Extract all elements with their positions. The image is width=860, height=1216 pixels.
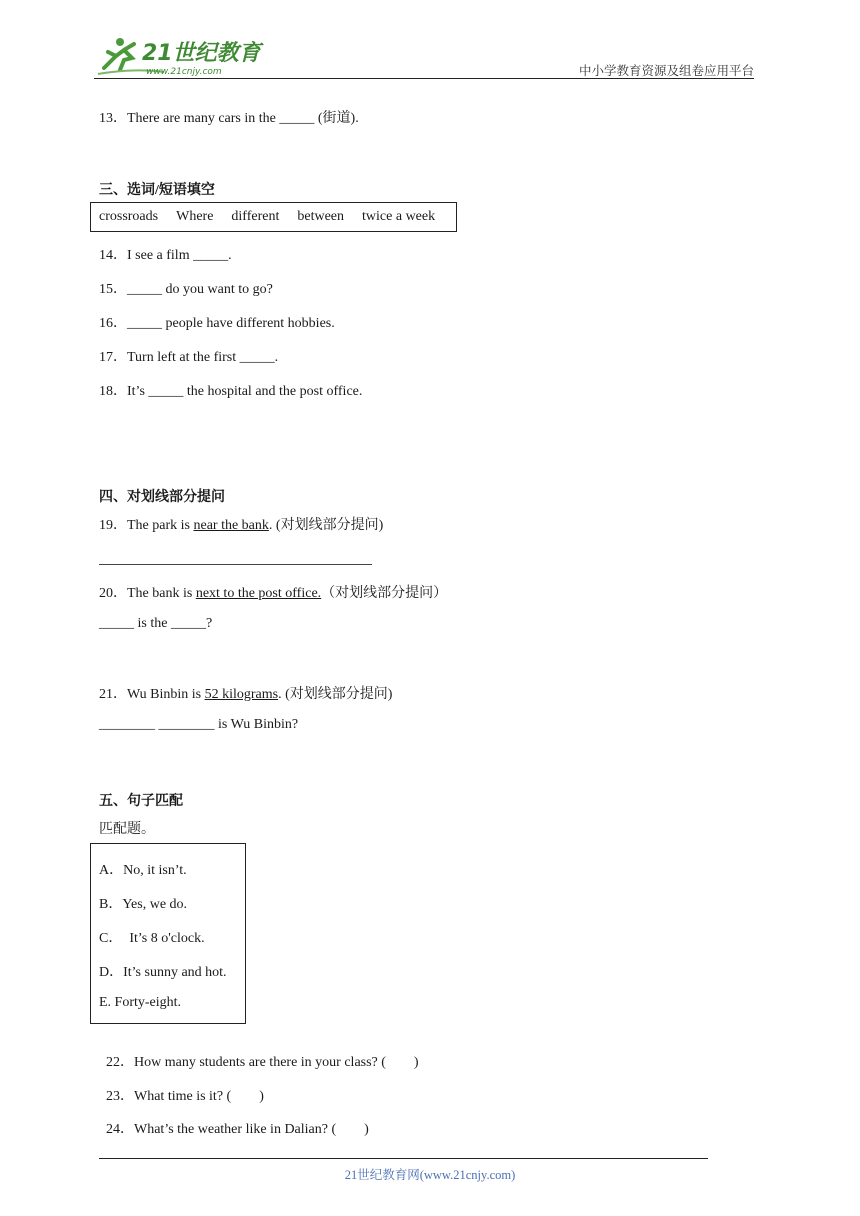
question-number: 15．	[99, 282, 127, 297]
question-20	[99, 582, 447, 602]
match-option-c: C． It’s 8 o'clock.	[99, 931, 205, 946]
question-number: 16．	[99, 316, 127, 331]
question-18	[99, 380, 362, 400]
question-text: Wu Binbin is	[127, 687, 205, 702]
question-number: 18．	[99, 384, 127, 399]
question-23	[99, 1069, 264, 1105]
question-15	[99, 278, 273, 298]
question-text: How many students are there in your class? ( )	[134, 1055, 419, 1070]
question-22	[99, 1035, 419, 1071]
question-number: 14．	[99, 248, 127, 263]
match-option-e: E. Forty-eight.	[99, 995, 182, 1010]
question-16	[99, 312, 335, 332]
question-24	[99, 1102, 369, 1138]
question-text: _____ people have different hobbies.	[127, 316, 335, 331]
section-5-title: 五、句子匹配	[99, 794, 183, 809]
footer-divider	[99, 1158, 708, 1159]
question-text: The park is	[127, 518, 194, 533]
answer-template-21: ________ ________ is Wu Binbin?	[99, 717, 299, 732]
match-option-b: B．Yes, we do.	[99, 897, 188, 912]
question-text: _____ do you want to go?	[127, 282, 273, 297]
header-divider	[94, 78, 754, 79]
footer-text[interactable]: 21世纪教育网(www.21cnjy.com)	[344, 1168, 516, 1182]
logo-url: www.21cnjy.com	[146, 67, 222, 77]
question-text: Turn left at the first _____.	[127, 350, 279, 365]
site-logo	[94, 34, 264, 78]
logo-text: 21世纪教育	[142, 41, 261, 66]
word-option: twice a week	[362, 209, 436, 224]
question-text: What’s the weather like in Dalian? ( )	[134, 1122, 369, 1137]
question-number: 20．	[99, 586, 127, 601]
underlined-phrase: near the bank	[193, 518, 269, 533]
question-text: There are many cars in the _____ (街道).	[127, 111, 359, 126]
word-option: different	[231, 209, 280, 224]
question-instruction: . (对划线部分提问)	[278, 687, 393, 702]
question-number: 13．	[99, 111, 127, 126]
question-number: 17．	[99, 350, 127, 365]
answer-template-20: _____ is the _____?	[99, 616, 213, 631]
question-13	[99, 107, 359, 127]
question-17	[99, 346, 278, 366]
question-instruction: . (对划线部分提问)	[268, 518, 384, 533]
section-4-title: 四、对划线部分提问	[99, 490, 225, 505]
question-text: What time is it? ( )	[134, 1089, 264, 1104]
word-option: between	[297, 209, 345, 224]
question-text: I see a film _____.	[127, 248, 232, 263]
match-option-d: D．It’s sunny and hot.	[99, 965, 227, 980]
section-5-instruction: 匹配题。	[99, 822, 155, 837]
question-text: The bank is	[127, 586, 196, 601]
question-number: 22．	[106, 1055, 134, 1070]
question-19	[99, 514, 383, 534]
header-platform-text: 中小学教育资源及组卷应用平台	[578, 64, 754, 78]
underlined-phrase: 52 kilograms	[204, 687, 279, 702]
answer-line	[99, 564, 372, 565]
question-number: 23．	[106, 1089, 134, 1104]
question-21	[99, 683, 392, 703]
underlined-phrase: next to the post office.	[195, 586, 322, 601]
question-text: It’s _____ the hospital and the post office.	[127, 384, 363, 399]
word-bank	[90, 202, 457, 232]
section-3-title: 三、选词/短语填空	[99, 183, 215, 198]
question-14	[99, 244, 232, 264]
question-number: 24．	[106, 1122, 134, 1137]
question-number: 19．	[99, 518, 127, 533]
word-option: Where	[176, 209, 214, 224]
word-option: crossroads	[99, 209, 159, 224]
question-number: 21．	[99, 687, 127, 702]
question-instruction: （对划线部分提问）	[321, 586, 448, 601]
match-option-a: A．No, it isn’t.	[99, 863, 187, 878]
